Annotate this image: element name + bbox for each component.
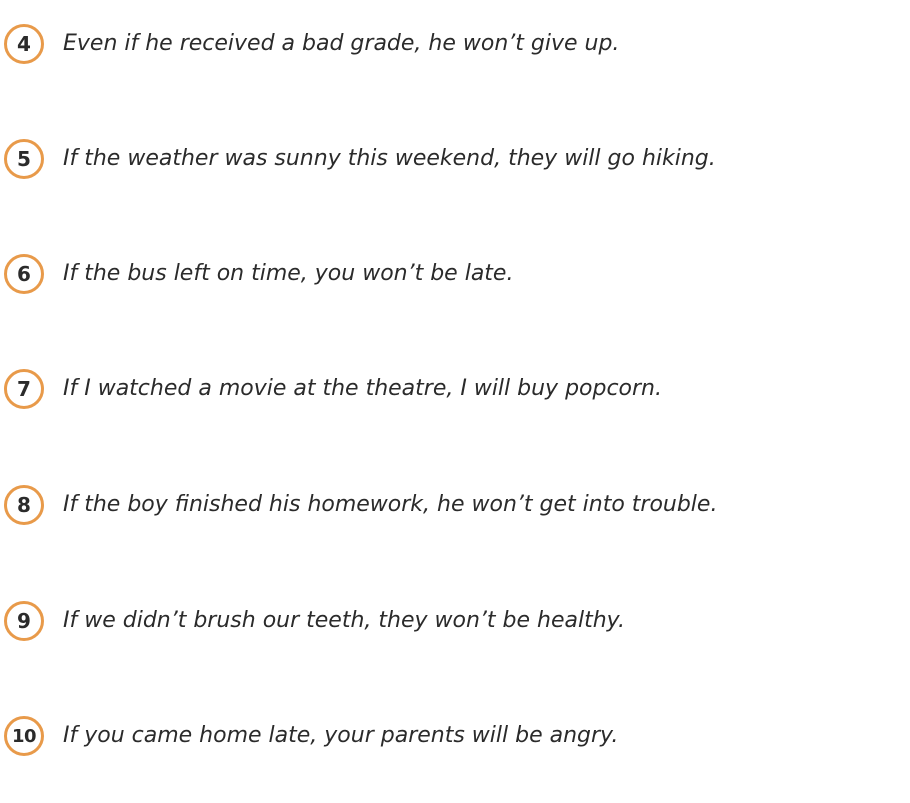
- item-sentence: If you came home late, your parents will be angry.: [63, 723, 619, 748]
- exercise-item-4: [0, 24, 900, 64]
- item-sentence: If the weather was sunny this weekend, they will go hiking.: [63, 146, 716, 171]
- item-sentence: Even if he received a bad grade, he won’t give up.: [63, 31, 620, 56]
- item-sentence: If we didn’t brush our teeth, they won’t be healthy.: [63, 608, 625, 633]
- exercise-item-7: [0, 369, 900, 409]
- exercise-item-9: [0, 601, 900, 641]
- item-number-badge: 4: [4, 24, 44, 64]
- item-number-badge: 9: [4, 601, 44, 641]
- exercise-item-6: [0, 254, 900, 294]
- item-number-badge: 10: [4, 716, 44, 756]
- exercise-item-8: [0, 485, 900, 525]
- item-sentence: If the boy finished his homework, he won’t get into trouble.: [63, 492, 718, 517]
- exercise-item-5: [0, 139, 900, 179]
- item-number-badge: 6: [4, 254, 44, 294]
- item-number-badge: 5: [4, 139, 44, 179]
- item-sentence: If I watched a movie at the theatre, I will buy popcorn.: [63, 376, 662, 401]
- item-number-badge: 8: [4, 485, 44, 525]
- exercise-item-10: [0, 716, 900, 756]
- item-number-badge: 7: [4, 369, 44, 409]
- item-sentence: If the bus left on time, you won’t be late.: [63, 261, 514, 286]
